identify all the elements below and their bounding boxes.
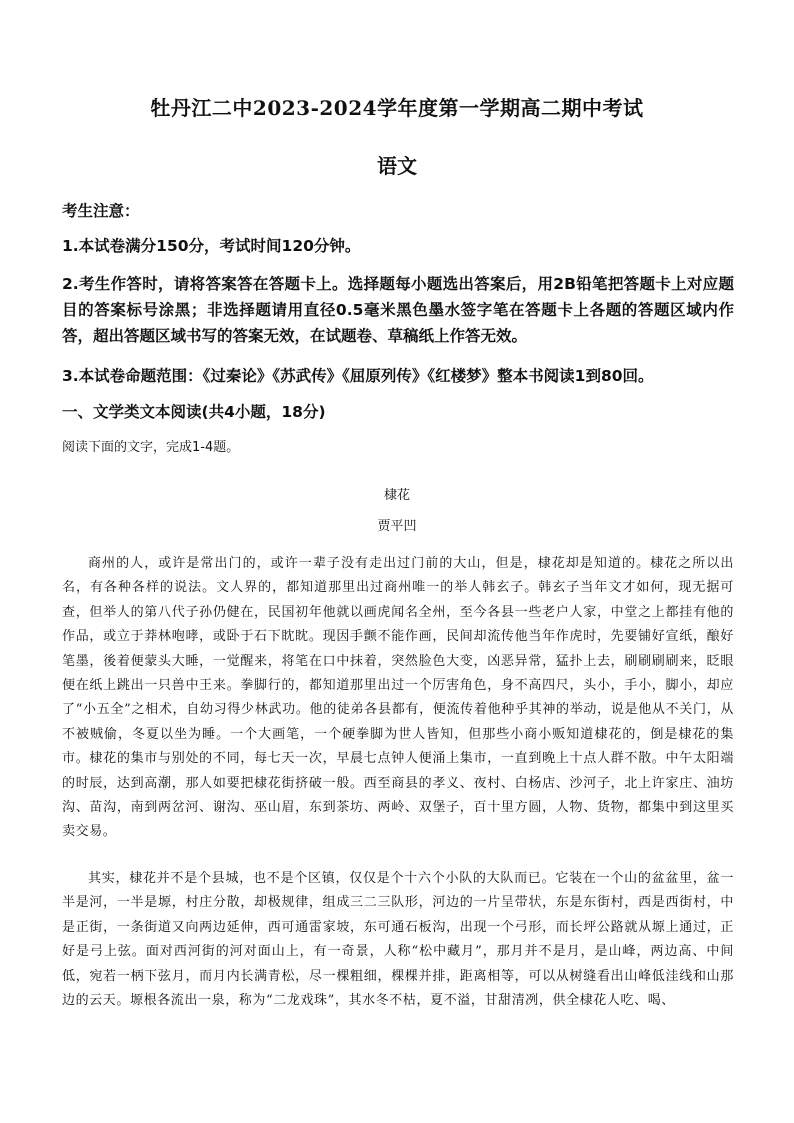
essay-author: 贾平凹	[377, 519, 417, 534]
notice-heading: 考生注意：	[62, 202, 140, 220]
notice-item-3: 3.本试卷命题范围：《过秦论》《苏武传》《屈原列传》《红楼梦》整本书阅读1到80回。	[62, 367, 654, 385]
section-instruction: 阅读下面的文字，完成1-4题。	[62, 440, 240, 455]
essay-title: 棣花	[383, 488, 410, 503]
exam-title: 牡丹江二中2023-2024学年度第一学期高二期中考试	[150, 96, 644, 120]
essay-paragraph: 其实，棣花并不是个县城，也不是个区镇，仅仅是个十六个小队的大队而已。它装在一个山的盆盆里，盆一半是河，一半是塬，村庄分散，却极规律，组成三二三队形，河边的一片呈带状，东是东街村，西是西街村，中是正街，一条街道又向两边延伸，西可通雷家坡，东可通石板沟，出现一个弓形，而长坪公路就从塬上通过，正好是弓上弦。面对西河街的河对面山上，有一奇景，人称“松中藏月”，那月并不是月，是山峰，两边高、中间低，宛若一柄下弦月，而月内长满青松，尽一棵粗细，棵棵并排，距离相等，可以从树缝看出山峰低洼线和山那边的云天。塬根各流出一泉，称为“二龙戏珠”，其水冬不枯，夏不溢，甘甜清冽，供全棣花人吃、喝、	[62, 871, 734, 1009]
notice-item-1: 1.本试卷满分150分，考试时间120分钟。	[62, 237, 361, 255]
section-heading: 一、文学类文本阅读(共4小题，18分)	[62, 403, 326, 421]
notice-item-2: 2.考生作答时，请将答案答在答题卡上。选择题每小题选出答案后，用2B铅笔把答题卡上对应题目的答案标号涂黑；非选择题请用直径0.5毫米黑色墨水签字笔在答题卡上各题的答题区域内作答，超出答题区域书写的答案无效，在试题卷、草稿纸上作答无效。	[62, 275, 734, 345]
essay-paragraph: 商州的人，或许是常出门的，或许一辈子没有走出过门前的大山，但是，棣花却是知道的。棣花之所以出名，有各种各样的说法。文人界的，都知道那里出过商州唯一的举人韩玄子。韩玄子当年文才如何，现无据可查，但举人的第八代子孙仍健在，民国初年他就以画虎闻名全州，至今各县一些老户人家，中堂之上都挂有他的作品，或立于莽林咆哮，或卧于石下眈眈。现因手颤不能作画，民间却流传他当年作虎时，先要铺好宣纸，酿好笔墨，後着便蒙头大睡，一觉醒来，将笔在口中抹着，突然脸色大变，凶恶异常，猛扑上去，刷刷刷刷来，眨眼便在纸上跳出一只兽中王来。拳脚行的，都知道那里出过一个厉害角色，身不高四尺，头小，手小，脚小，却应了“小五全”之相术，自幼习得少林武功。他的徒弟各县都有，便流传着他种乎其神的举动，说是他从不关门，从不被贼偷，冬夏以坐为睡。一个大画笔，一个硬拳脚为世人皆知，但那些小商小贩知道棣花的，倒是棣花的集市。棣花的集市与别处的不同，每七天一次，早晨七点钟人便涌上集市，一直到晚上十点人群不散。中午太阳端的时辰，达到高潮，那人如要把棣花街挤破一般。西至商县的孝义、夜村、白杨店、沙河子，北上许家庄、油坊沟、苗沟，南到两岔河、谢沟、巫山眉，东到茶坊、两岭、双堡子，百十里方圆，人物、货物，都集中到这里买卖交易。	[62, 556, 734, 840]
subject-title: 语文	[377, 154, 417, 178]
